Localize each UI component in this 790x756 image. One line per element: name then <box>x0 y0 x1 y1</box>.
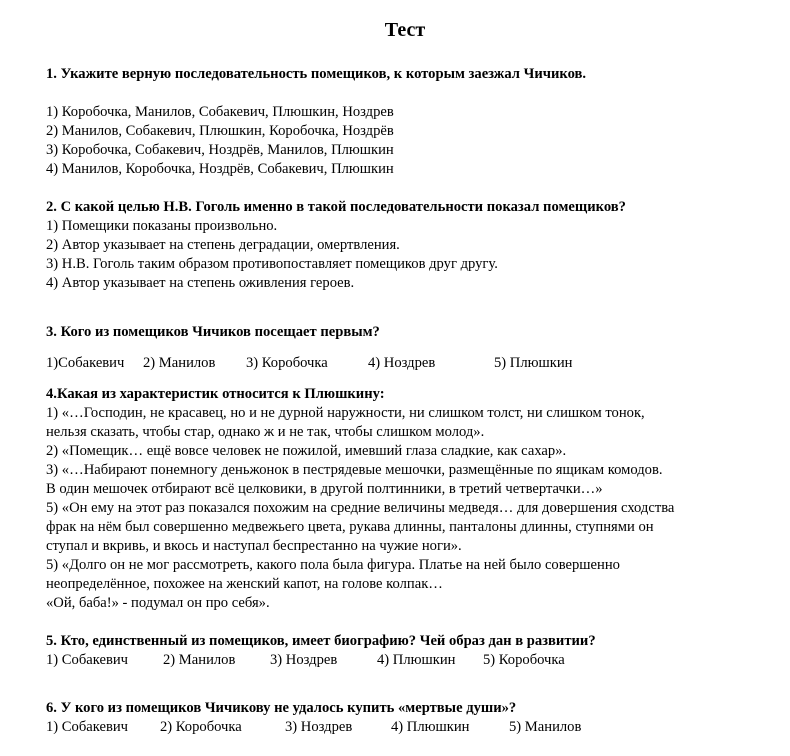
q6-options <box>46 718 746 737</box>
q1-option-2: 2) Манилов, Собакевич, Плюшкин, Коробочка, Ноздрёв <box>46 123 394 139</box>
q5-option-2: 2) Манилов <box>163 652 236 668</box>
q2-option-1: 1) Помещики показаны произвольно. <box>46 218 278 234</box>
q6-option-5: 5) Манилов <box>509 719 582 735</box>
q4-line-7: фрак на нём был совершенно медвежьего цвета, рукава длинны, панталоны длинны, ступнями он <box>46 519 654 535</box>
q2-option-3: 3) Н.В. Гоголь таким образом противопоставляет помещиков друг другу. <box>46 256 498 272</box>
q1-option-3: 3) Коробочка, Собакевич, Ноздрёв, Манилов, Плюшкин <box>46 142 394 158</box>
q1-option-4: 4) Манилов, Коробочка, Ноздрёв, Собакевич, Плюшкин <box>46 161 394 177</box>
q4-line-6: 5) «Он ему на этот раз показался похожим на средние величины медведя… для довершения сходства <box>46 500 675 516</box>
q1-option-1: 1) Коробочка, Манилов, Собакевич, Плюшкин, Ноздрев <box>46 104 394 120</box>
q6-option-1: 1) Собакевич <box>46 719 128 735</box>
q4-line-3: 2) «Помещик… ещё вовсе человек не пожилой, имевший глаза сладкие, как сахар». <box>46 443 567 459</box>
q4-line-4: 3) «…Набирают понемногу деньжонок в пестрядевые мешочки, размещённые по ящикам комодов. <box>46 462 663 478</box>
q5-option-1: 1) Собакевич <box>46 652 128 668</box>
q4-line-1: 1) «…Господин, не красавец, но и не дурной наружности, ни слишком толст, ни слишком тонок, <box>46 405 645 421</box>
question-1: 1. Укажите верную последовательность помещиков, к которым заезжал Чичиков. <box>46 66 587 82</box>
q3-option-5: 5) Плюшкин <box>494 355 573 371</box>
page-title: Тест <box>384 19 426 41</box>
q6-option-3: 3) Ноздрев <box>285 719 353 735</box>
q5-option-5: 5) Коробочка <box>483 652 565 668</box>
question-5: 5. Кто, единственный из помещиков, имеет биографию? Чей образ дан в развитии? <box>46 633 596 649</box>
q4-line-8: ступал и вкривь, и вкось и наступал беспрестанно на чужие ноги». <box>46 538 462 554</box>
question-4: 4.Какая из характеристик относится к Плюшкину: <box>46 386 385 402</box>
q6-option-4: 4) Плюшкин <box>391 719 470 735</box>
q4-line-2: нельзя сказать, чтобы стар, однако ж и не так, чтобы слишком молод». <box>46 424 485 440</box>
q3-option-1: 1)Собакевич <box>46 355 125 371</box>
q2-option-2: 2) Автор указывает на степень деградации, омертвления. <box>46 237 400 253</box>
q3-option-2: 2) Манилов <box>143 355 216 371</box>
q5-option-3: 3) Ноздрев <box>270 652 338 668</box>
question-6: 6. У кого из помещиков Чичикову не удалось купить «мертвые души»? <box>46 700 517 716</box>
q2-option-4: 4) Автор указывает на степень оживления героев. <box>46 275 355 291</box>
question-2: 2. С какой целью Н.В. Гоголь именно в такой последовательности показал помещиков? <box>46 199 626 215</box>
q6-option-2: 2) Коробочка <box>160 719 242 735</box>
q5-option-4: 4) Плюшкин <box>377 652 456 668</box>
q3-option-3: 3) Коробочка <box>246 355 328 371</box>
question-3: 3. Кого из помещиков Чичиков посещает первым? <box>46 324 380 340</box>
q3-option-4: 4) Ноздрев <box>368 355 436 371</box>
q3-options <box>46 354 746 373</box>
q4-line-5: В один мешочек отбирают всё целковики, в другой полтинники, в третий четвертачки…» <box>46 481 603 497</box>
q4-line-10: неопределённое, похожее на женский капот, на голове колпак… <box>46 576 443 592</box>
q5-options <box>46 651 746 670</box>
q4-line-9: 5) «Долго он не мог рассмотреть, какого пола была фигура. Платье на ней было совершенно <box>46 557 620 573</box>
q4-line-11: «Ой, баба!» - подумал он про себя». <box>46 595 270 611</box>
